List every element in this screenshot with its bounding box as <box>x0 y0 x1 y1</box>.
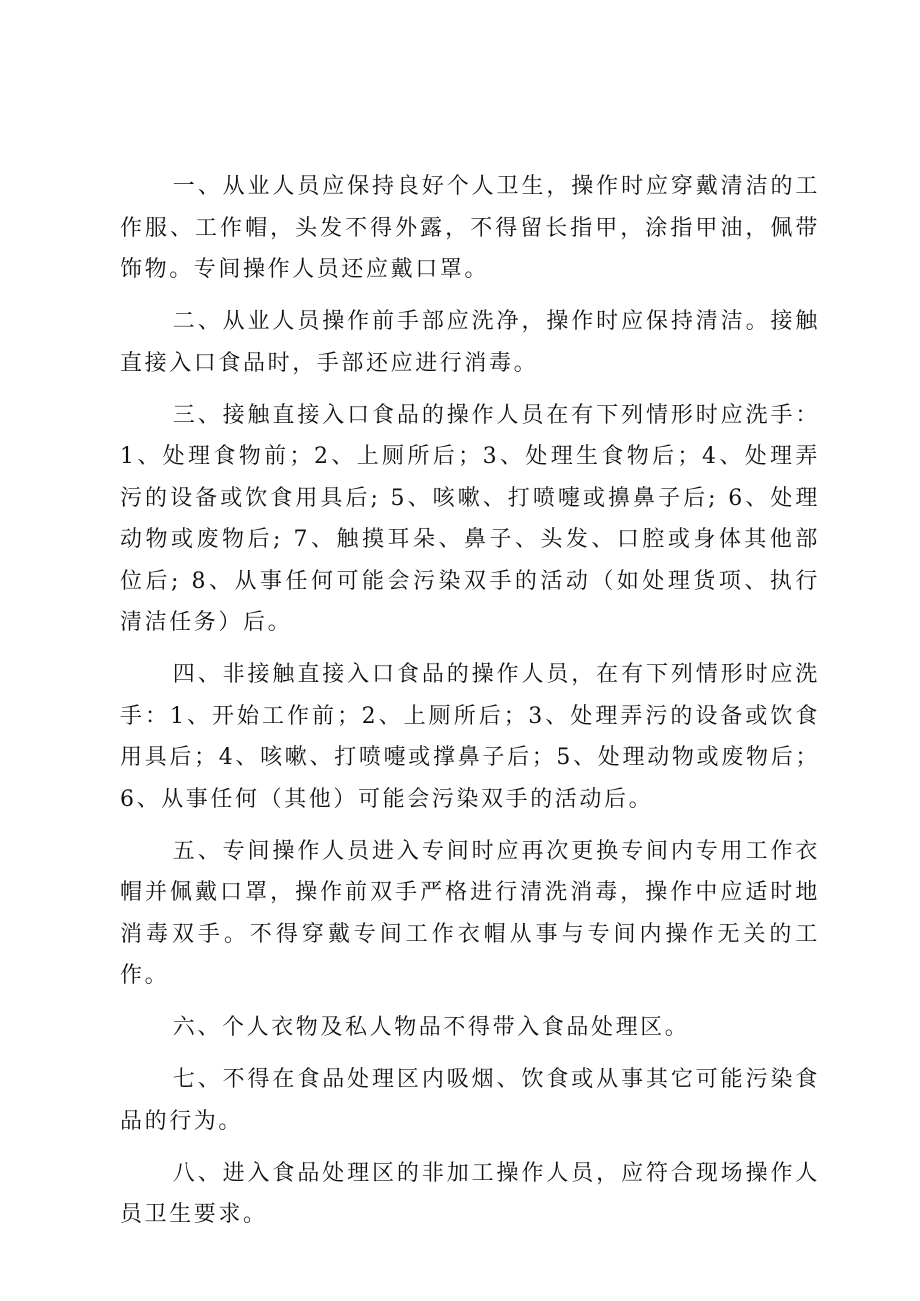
paragraph-2: 二、从业人员操作前手部应洗净，操作时应保持清洁。接触直接入口食品时，手部还应进行消毒。 <box>120 309 820 376</box>
paragraph-4: 四、非接触直接入口食品的操作人员，在有下列情形时应洗手：1、开始工作前；2、上厕所后；3、处理弄污的设备或饮食用具后；4、咳嗽、打喷嚏或撑鼻子后；5、处理动物或废物后；6、从事任何（其他）可能会污染双手的活动后。 <box>120 662 820 812</box>
paragraph-6: 六、个人衣物及私人物品不得带入食品处理区。 <box>172 1015 690 1040</box>
paragraph-7: 七、不得在食品处理区内吸烟、饮食或从事其它可能污染食品的行为。 <box>120 1067 820 1134</box>
paragraph-8: 八、进入食品处理区的非加工操作人员，应符合现场操作人员卫生要求。 <box>120 1160 820 1227</box>
document-body <box>120 166 820 1246</box>
paragraph-1: 一、从业人员应保持良好个人卫生，操作时应穿戴清洁的工作服、工作帽，头发不得外露，不得留长指甲，涂指甲油，佩带饰物。专间操作人员还应戴口罩。 <box>120 174 820 282</box>
paragraph-3: 三、接触直接入口食品的操作人员在有下列情形时应洗手：1、处理食物前；2、上厕所后；3、处理生食物后；4、处理弄污的设备或饮食用具后; 5、咳嗽、打喷嚏或擤鼻子后; 6、处理动物或废物后; 7、触摸耳朵、鼻子、头发、口腔或身体其他部位后; 8、从事任何可能会污染双手的活动（如处理货项、执行清洁任务）后。 <box>120 402 820 635</box>
paragraph-5: 五、专间操作人员进入专间时应再次更换专间内专用工作衣帽并佩戴口罩，操作前双手严格进行清洗消毒，操作中应适时地消毒双手。不得穿戴专间工作衣帽从事与专间内操作无关的工作。 <box>120 838 820 988</box>
